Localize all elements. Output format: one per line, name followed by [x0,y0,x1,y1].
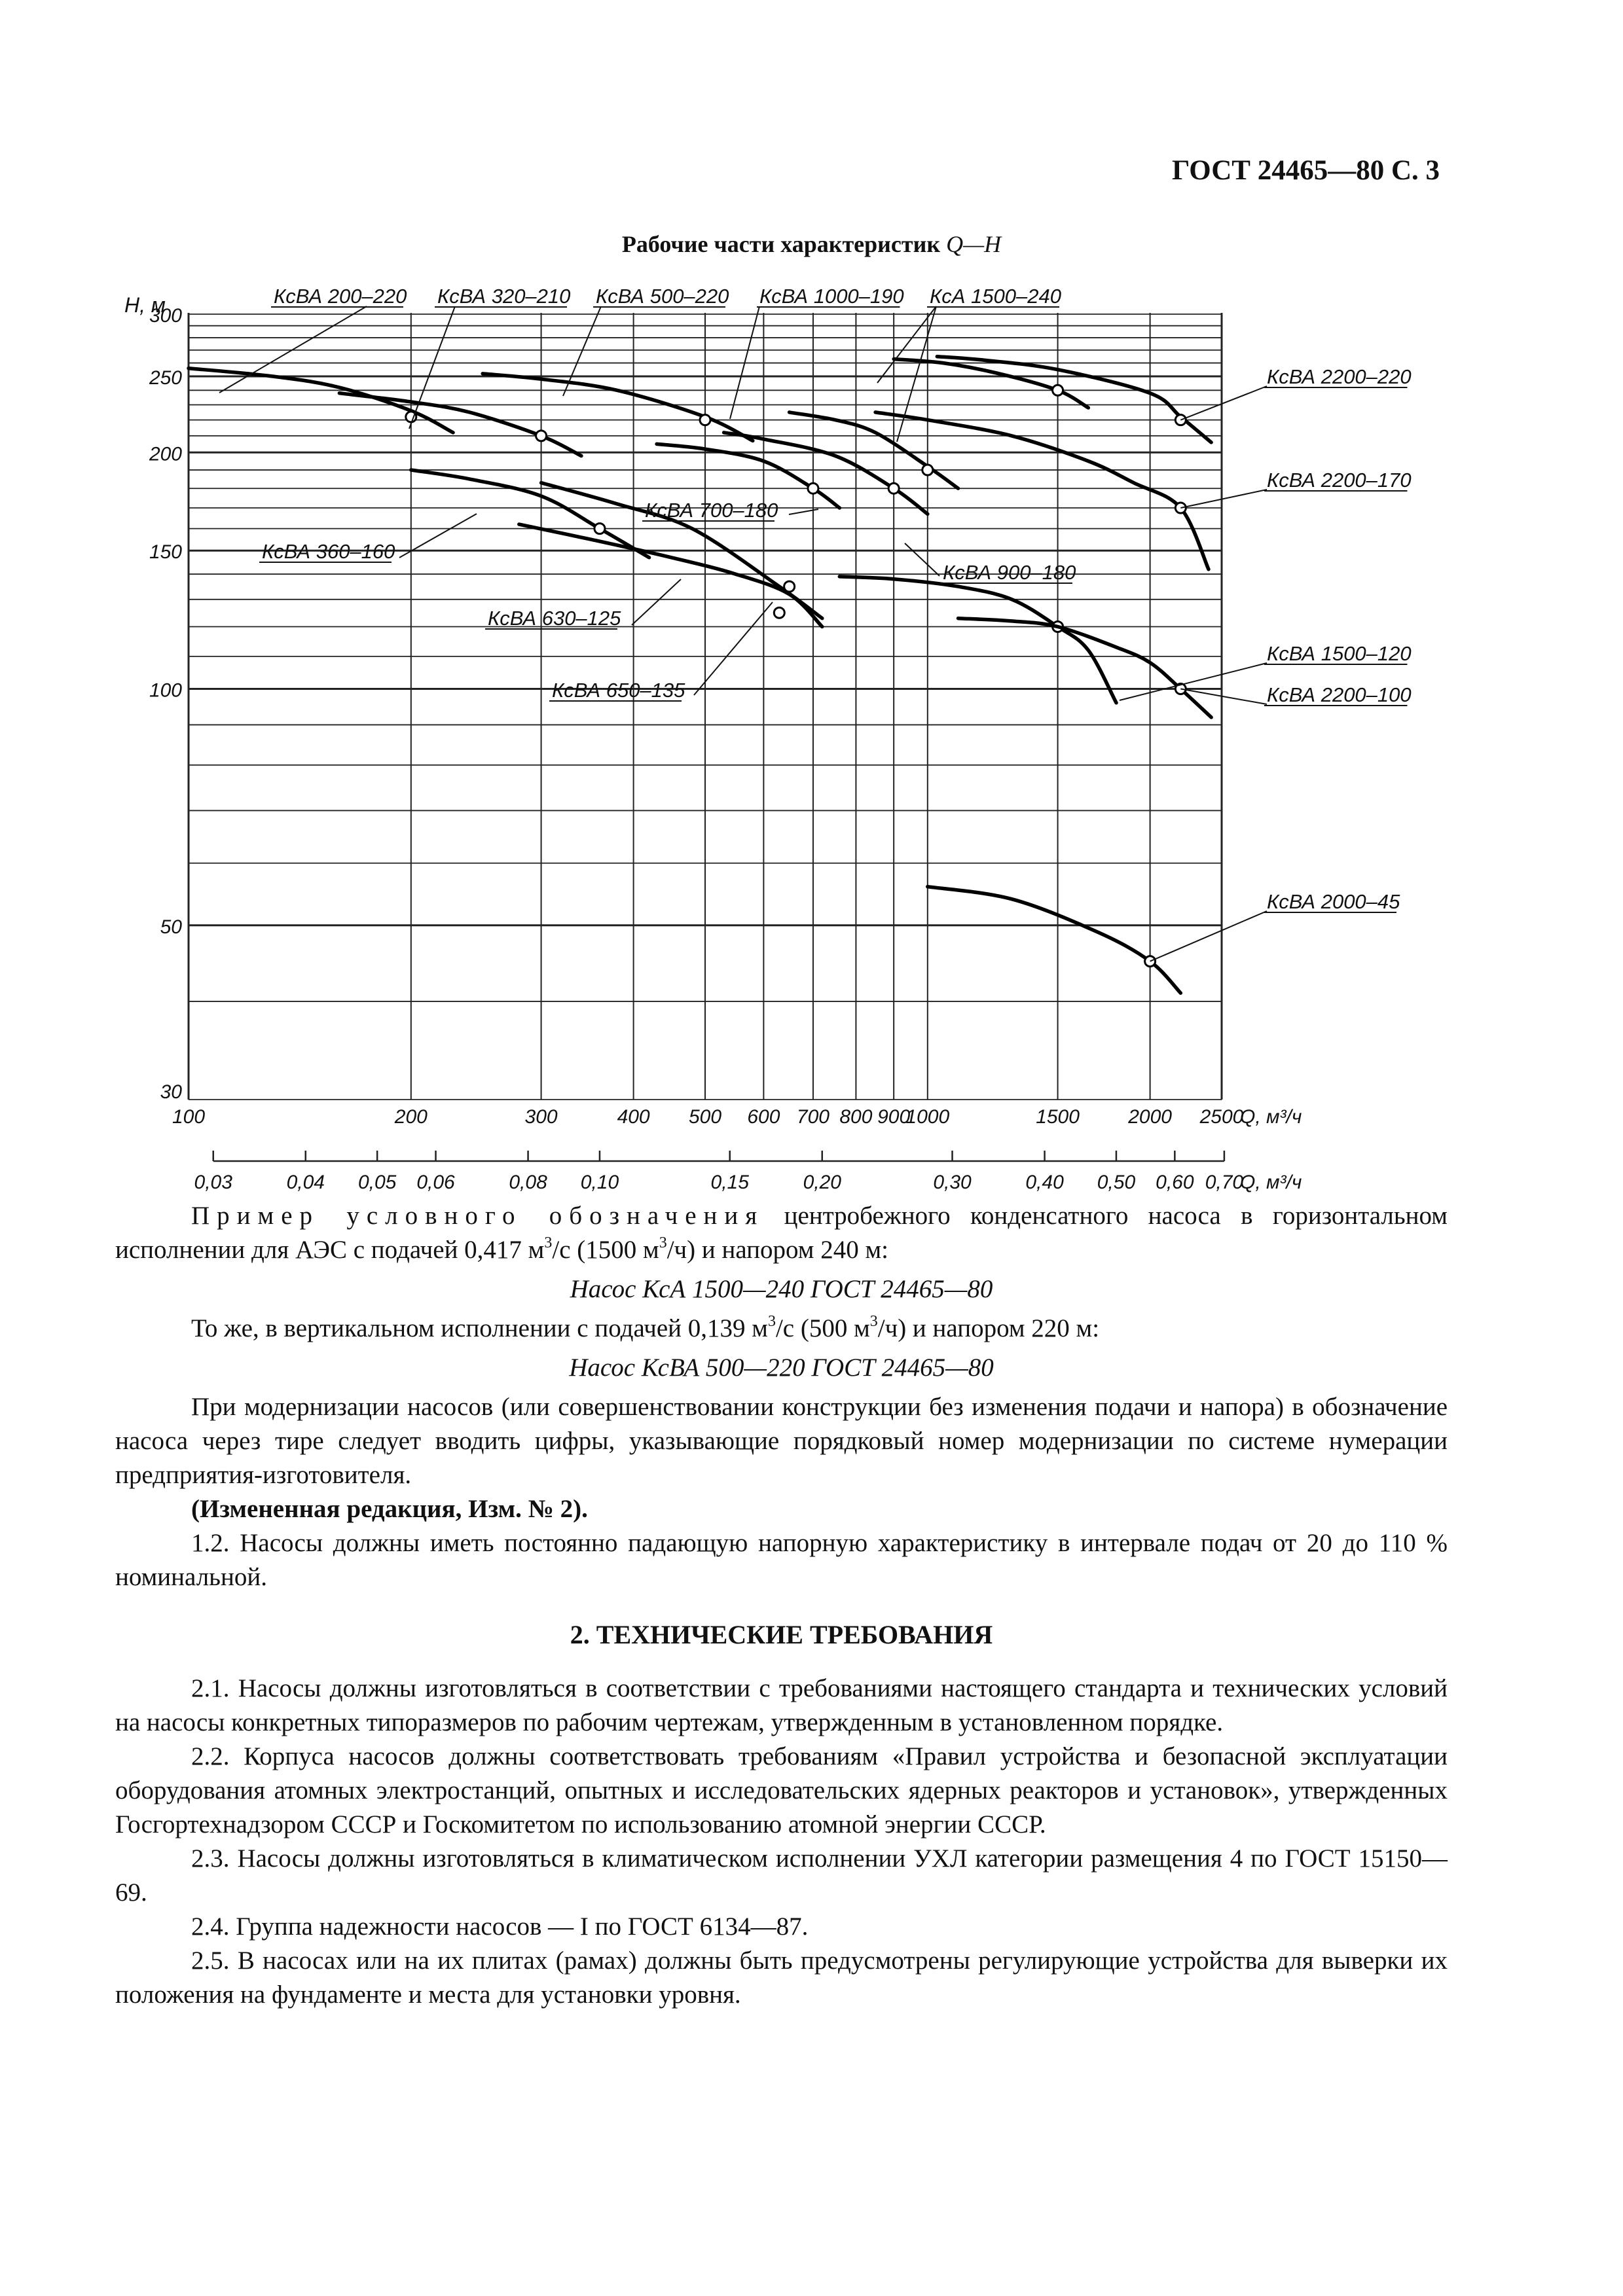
curve-label: КсВА 320–210 [437,285,571,308]
marker-point [808,483,818,493]
x2-tick-label: 0,06 [416,1172,455,1193]
chart-grid [189,313,1222,1100]
x-tick-label: 2000 [1128,1106,1172,1128]
chart-title-qh: Q—H [946,231,1002,257]
x-axis-unit: Q, м³/ч [1240,1106,1302,1128]
x-tick-label: 400 [617,1106,650,1128]
curve [839,577,1116,703]
paragraph-2-2: 2.2. Корпуса насосов должны соответствовать требованиям «Правил устройства и безопасной эксплуатации оборудования атомных электростанций, опытных и исследовательских ядерных реакторов и установок», утвержденных Госгортехнадзором СССР и Госкомитетом по использованию атомной энергии СССР. [115,1742,1448,1839]
curve-label: КсВА 900–180 [943,561,1076,584]
leader-line [409,306,455,429]
curve [339,393,581,456]
y-tick-label: 30 [160,1081,182,1103]
designation-example-2: Насос КсВА 500—220 ГОСТ 24465—80 [569,1354,994,1382]
x-tick-label: 200 [394,1106,428,1128]
curve-label: КсВА 630–125 [488,607,621,630]
x2-tick-label: 0,70 [1205,1172,1244,1193]
x2-tick-label: 0,03 [194,1172,232,1193]
curve-label: КсВА 1500–120 [1267,642,1412,665]
x2-tick-label: 0,50 [1097,1172,1136,1193]
marker-point [594,524,605,534]
leader-line [789,509,818,514]
x-tick-label: 900 [877,1106,911,1128]
y-tick-label: 150 [149,541,182,564]
chart-title-main: Рабочие части характеристик [621,231,941,257]
marker-point [922,465,933,475]
x2-tick-label: 0,30 [933,1172,972,1193]
leader-line [1180,386,1267,420]
leader-line [1150,911,1267,961]
marker-point [888,483,899,493]
x2-tick-label: 0,60 [1156,1172,1194,1193]
x2-tick-label: 0,40 [1025,1172,1064,1193]
paragraph-example-2: То же, в вертикальном исполнении с подачей 0,139 $м^3/с$ (500 $м^3/ч$) и напором 220 м: [191,1313,1100,1342]
chart-axes [124,293,1302,1193]
y-tick-label: 300 [149,305,182,327]
paragraph-example-1: Пример условного обозначения центробежного конденсатного насоса в горизонтальном исполнении для АЭС с подачей 0,417 $м^3/с$ (1500 $м^3/ч$) и напором 240 м: [115,1202,1448,1264]
y-tick-label: 50 [160,916,182,938]
paragraph-amendment: (Измененная редакция, Изм. № 2). [191,1495,588,1523]
paragraph-text: То же, в вертикальном исполнении с подачей 0,139 м [191,1314,768,1342]
marker-point [536,431,547,441]
paragraph-2-5: 2.5. В насосах или на их плитах (рамах) должны быть предусмотрены регулирующие устройства для выверки их положения на фундаменте и места для установки уровня. [115,1946,1448,2009]
designation-example-1: Насос КсА 1500—240 ГОСТ 24465—80 [570,1275,993,1303]
curve-label: КсВА 360–160 [262,540,395,563]
x2-tick-label: 0,05 [357,1172,397,1193]
curve [928,887,1181,994]
x-tick-label: 1000 [905,1106,950,1128]
paragraph-2-4: 2.4. Группа надежности насосов — I по ГОСТ 6134—87. [191,1912,809,1941]
curve-label: КсВА 2000–45 [1267,890,1400,913]
paragraph-text: /ч) и напором 220 м: [877,1314,1100,1342]
x2-tick-label: 0,20 [803,1172,841,1193]
paragraph-2-1: 2.1. Насосы должны изготовляться в соответствии с требованиями настоящего стандарта и технических условий на насосы конкретных типоразмеров по рабочим чертежам, утвержденным в установленном порядке. [115,1674,1448,1736]
paragraph-text: центробежного конденсатного насоса в горизонтальном исполнении для АЭС с подачей 0,417 м [115,1202,1448,1264]
curve [894,359,1088,408]
paragraph-text: /с (500 м [775,1314,870,1342]
marker-point [774,607,784,618]
x2-tick-label: 0,15 [710,1172,749,1193]
curve-label: КсВА 500–220 [596,285,729,308]
x2-tick-label: 0,08 [509,1172,547,1193]
x-tick-label: 100 [172,1106,206,1128]
body-text [115,1199,1448,2012]
leader-line [1180,490,1267,508]
x-tick-label: 2500 [1199,1106,1244,1128]
x-tick-label: 700 [796,1106,830,1128]
paragraph-modernization: При модернизации насосов (или совершенствовании конструкции без изменения подачи и напора) в обозначение насоса через тире следует вводить цифры, указывающие порядковый номер модернизации по системе нумерации предприятия-изготовителя. [115,1393,1448,1489]
x-tick-label: 500 [688,1106,722,1128]
marker-point [700,415,710,425]
x-tick-label: 1500 [1036,1106,1080,1128]
curve-label: КсВА 650–135 [552,679,685,702]
paragraph-text: /ч) и напором 240 м: [666,1236,888,1264]
x-tick-label: 300 [524,1106,558,1128]
y-axis-label: H, м [124,293,166,317]
curve [958,619,1212,717]
paragraph-1-2: 1.2. Насосы должны иметь постоянно падающую напорную характеристику в интервале подач от 20 до 110 % номинальной. [115,1529,1448,1591]
leader-line [632,579,681,625]
marker-point [784,581,795,592]
x2-tick-label: 0,04 [286,1172,325,1193]
spaced-heading: Пример условного обозначения [191,1202,765,1230]
curve-label: КсА 1500–240 [930,285,1061,308]
paragraph-text: /с (1500 м [552,1236,659,1264]
curve-label: КсВА 700–180 [645,499,778,522]
chart-labels [219,285,1412,961]
x-tick-label: 600 [747,1106,780,1128]
page-header: ГОСТ 24465—80 С. 3 [1171,155,1440,186]
y-tick-label: 200 [149,443,182,465]
x2-axis-unit: Q, м³/ч [1240,1172,1302,1193]
x2-tick-label: 0,10 [580,1172,619,1193]
curve-label: КсВА 1000–190 [759,285,904,308]
marker-point [1053,385,1063,395]
curve-label: КсВА 2200–220 [1267,365,1412,388]
curve-label: КсВА 200–220 [274,285,407,308]
paragraph-2-3: 2.3. Насосы должны изготовляться в климатическом исполнении УХЛ категории размещения 4 по ГОСТ 15150—69. [115,1844,1448,1907]
section-title: 2. ТЕХНИЧЕСКИЕ ТРЕБОВАНИЯ [570,1620,993,1649]
curve-label: КсВА 2200–100 [1267,683,1412,706]
x-tick-label: 800 [839,1106,873,1128]
y-tick-label: 250 [149,367,182,389]
y-tick-label: 100 [149,679,182,702]
leader-line [1120,663,1267,700]
curve-label: КсВА 2200–170 [1267,469,1412,492]
leader-line [905,543,939,576]
